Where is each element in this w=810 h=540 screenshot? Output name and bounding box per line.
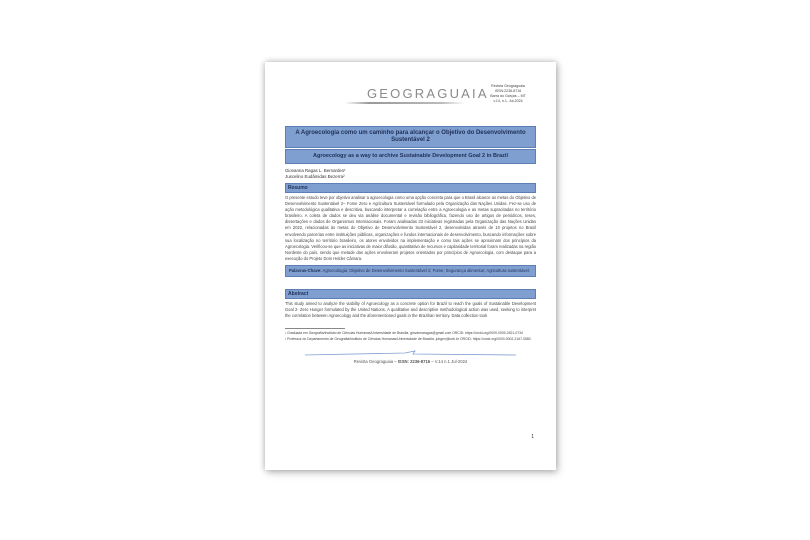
author-name: Giovanna Ragas L. Bernardes¹ <box>285 168 346 173</box>
keywords-text: Agroecologia; Objetivo de Desenvolvimento Sustentável 2; Fome; Segurança alimentar; Agricultura sustentável. <box>322 268 530 274</box>
journal-meta <box>482 84 534 104</box>
document-page <box>265 62 556 470</box>
footer-swoosh <box>285 350 536 358</box>
title-box-pt <box>285 126 536 148</box>
meta-line: Revista Geograguaia <box>491 84 525 88</box>
logo-swoosh <box>345 102 465 104</box>
abstract-heading: Abstract <box>285 289 536 299</box>
keywords-label: Palavras-Chave: <box>289 268 322 274</box>
resumo-text: O presente estudo teve por objetivo analisar a agroecologia como uma opção concreta para que o Brasil alcance as metas do Objetivo de Desenvolvimento Sustentável 2– Fome Zero e Agricultura Sustentável formulado pela Organização das Nações Unidas. Fez-se uso de ação metodológica qualitativa e descritiva, buscando interpretar a correlação entre a Agroecologia e as metas supracitadas no território brasileiro. A coleta de dados se deu via análise documental e revisão bibliográfica, fazendo uso de artigos de periódicos, teses, dissertações e dados de Organismos Internacionais. Foram analisadas 33 iniciativas registradas pela Organização das Nações Unidas em 2022, relacionadas às metas do Objetivo de Desenvolvimento Sustentável 2, desenvolvidas através de 10 projetos no Brasil envolvendo parcerias entre instituições públicas, organizações e fundos internacionais de desenvolvimento, buscando informações sobre sua localização no território brasileiro, os atores envolvidos na implementação e como tais ações se aproximam dos princípios da Agroecologia. Verificou-se que as iniciativas de maior difusão, quantitativo de recursos e capilaridade territorial foram realizadas na região Nordeste do país, sendo que metade das ações envolveram projetos orientados por princípios de Agroecologia, com destaque para a execução do Projeto Dom Helder Câmara. <box>285 195 536 261</box>
footnote: ¹ Graduada em Geografia/Instituto de Ciências Humanas/Universidade de Brasília. giovannaragas@gmail.com ORCID: https://orcid.org/0009-0009-2821-0734 <box>285 330 523 335</box>
footnote-divider <box>285 328 345 329</box>
article-title-pt: A Agroecologia como um caminho para alcançar o Objetivo do Desenvolvimento Sustentável 2 <box>295 130 526 143</box>
page-number: 1 <box>531 434 534 440</box>
author-name: Juscelino Eudâmidas Bezerra² <box>285 174 345 179</box>
footer-prefix: Revista Geograguaia – <box>353 359 397 364</box>
article-title-en: Agroecology as a way to archive Sustainable Development Goal 2 in Brazil <box>312 153 508 159</box>
author-list <box>285 168 536 180</box>
meta-line: v.14, n.1, Jul-2024 <box>493 99 523 103</box>
title-box-en <box>285 149 536 164</box>
keywords-box <box>285 265 536 277</box>
journal-logo: GEOGRAGUAIA <box>367 86 489 101</box>
footnote: ² Professor do Departamento de Geografia/Instituto de Ciências Humanas/Universidade de Brasília. jubgeo@unb.br ORCID: https://orcid.org/0000-0002-2167-0580 <box>285 337 531 342</box>
resumo-heading: Resumo <box>285 183 536 193</box>
meta-line: Barra do Garças – MT <box>490 94 526 98</box>
footer-suffix: – V.14 n.1 Jul-2024 <box>431 359 468 364</box>
footer-issn: ISSN: 2236-8716 <box>397 359 431 364</box>
abstract-text: This study aimed to analyze the viability of Agroecology as a concrete option for Brazil to reach the goals of Sustainable Development Goal 2- Zero Hunger formulated by the United Nations. A qualitative and descriptive methodological action was used, seeking to interpret the correlation between Agroecology and the aforementioned goals in the Brazilian territory. Data collection took <box>285 301 536 319</box>
journal-header <box>285 76 536 110</box>
meta-line: ISSN:2236-8716 <box>494 89 522 93</box>
footnotes <box>285 331 536 342</box>
footer-citation <box>285 359 536 364</box>
